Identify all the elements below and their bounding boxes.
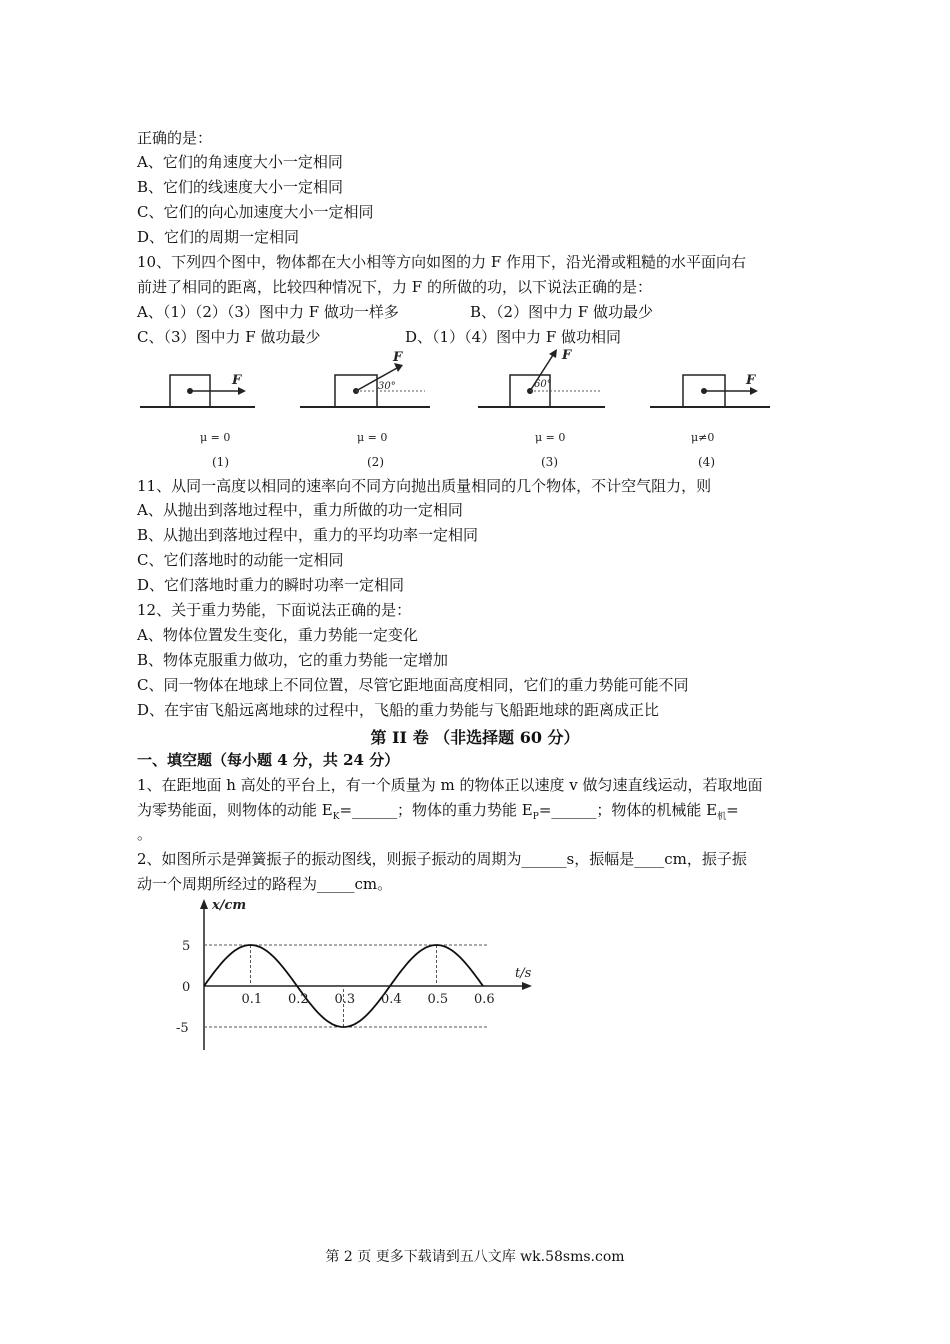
subscript: K [332,812,340,822]
mu-label: μ = 0 [357,431,388,444]
angle-label: 60° [534,379,552,390]
fill-q1-line3: 。 [137,825,153,843]
force-label: F [562,348,572,363]
option-b: B、它们的线速度大小一定相同 [137,178,344,196]
subscript: 机 [717,812,727,822]
oscillation-chart [170,895,540,1060]
x-tick-label: 0.2 [288,992,309,1007]
y-axis-label: x/cm [212,898,247,913]
mu-label: μ≠0 [691,431,715,444]
text-segment: =______；物体的机械能 E [538,801,718,819]
text-line: 正确的是： [137,129,213,147]
q10-option-c: C、（3）图中力 F 做功最少 [137,328,321,346]
q10-option-a: A、（1）（2）（3）图中力 F 做功一样多 [137,303,399,321]
question-10-line2: 前进了相同的距离，比较四种情况下，力 F 的所做的功，以下说法正确的是： [137,278,652,296]
question-12: 12、关于重力势能，下面说法正确的是： [137,601,412,619]
x-tick-label: 0.3 [334,992,356,1007]
force-label: F [232,373,242,388]
x-tick-label: 0.6 [474,992,495,1007]
q10-option-d: D、（1）（4）图中力 F 做功相同 [405,328,622,346]
option-d: D、它们的周期一定相同 [137,228,300,246]
text-segment: = [726,801,739,819]
question-11: 11、从同一高度以相同的速率向不同方向抛出质量相同的几个物体，不计空气阻力，则 [137,477,712,495]
force-label: F [393,350,403,365]
panel-3 [478,348,605,469]
panel-number: (4) [698,455,715,469]
y-tick-label: -5 [176,1021,189,1036]
q12-option-c: C、同一物体在地球上不同位置，尽管它距地面高度相同，它们的重力势能可能不同 [137,676,689,694]
section-title: 第 II 卷 （非选择题 60 分） [370,728,580,747]
y-tick-label: 5 [182,939,191,954]
panel-number: (2) [367,455,384,469]
q11-option-c: C、它们落地时的动能一定相同 [137,551,344,569]
force-label: F [746,373,756,388]
panel-number: (3) [541,455,558,469]
text-segment: =______；物体的重力势能 E [339,801,533,819]
force-diagram [135,345,775,475]
panel-number: (1) [212,455,229,469]
question-10-line1: 10、下列四个图中，物体都在大小相等方向如图的力 F 作用下，沿光滑或粗糙的水平面向右 [137,253,747,271]
angle-label: 30° [378,381,396,392]
x-tick-label: 0.4 [381,992,402,1007]
mu-label: μ = 0 [535,431,566,444]
y-axis-arrow [200,899,208,909]
text-segment: 为零势能面，则物体的动能 E [137,801,333,819]
fill-q1-line1: 1、在距地面 h 高处的平台上，有一个质量为 m 的物体正以速度 v 做匀速直线运动，若取地面 [137,776,763,794]
q12-option-b: B、物体克服重力做功，它的重力势能一定增加 [137,651,449,669]
mu-label: μ = 0 [200,431,231,444]
q10-option-b: B、（2）图中力 F 做功最少 [470,303,654,321]
x-tick-label: 0.1 [241,992,263,1007]
option-c: C、它们的向心加速度大小一定相同 [137,203,374,221]
page-footer: 第 2 页 更多下载请到五八文库 wk.58sms.com [325,1249,625,1265]
x-tick-label: 0.5 [427,992,449,1007]
q11-option-b: B、从抛出到落地过程中，重力的平均功率一定相同 [137,526,479,544]
x-axis-arrow [522,982,532,990]
subscript: P [532,812,539,822]
fill-q2-line2: 动一个周期所经过的路程为_____cm。 [137,875,393,893]
q12-option-d: D、在宇宙飞船远离地球的过程中，飞船的重力势能与飞船距地球的距离成正比 [137,701,660,719]
fill-q1-line2 [137,800,739,827]
q12-option-a: A、物体位置发生变化，重力势能一定变化 [137,626,418,644]
x-axis-label: t/s [515,966,532,981]
panel-4 [650,373,770,469]
panel-2 [300,350,430,469]
y-tick-label: 0 [182,980,191,995]
q11-option-d: D、它们落地时重力的瞬时功率一定相同 [137,576,405,594]
option-a: A、它们的角速度大小一定相同 [137,153,343,171]
panel-1 [140,373,255,469]
q11-option-a: A、从抛出到落地过程中，重力所做的功一定相同 [137,501,463,519]
fill-q2-line1: 2、如图所示是弹簧振子的振动图线，则振子振动的周期为______s，振幅是____cm，振子振 [137,850,747,868]
fill-in-heading: 一、填空题（每小题 4 分，共 24 分） [137,751,400,769]
